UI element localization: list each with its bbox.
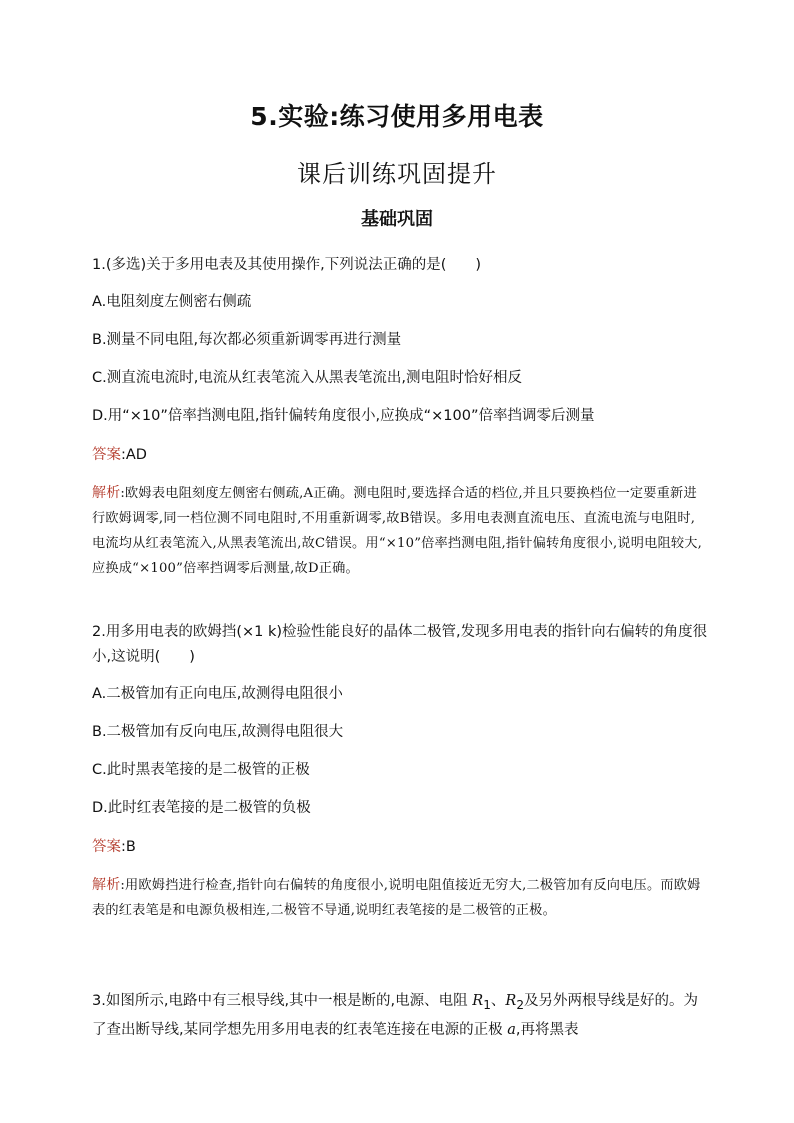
answer-value: :B bbox=[121, 839, 136, 855]
q1-option-a: A.电阻刻度左侧密右侧疏 bbox=[92, 294, 252, 310]
answer-value: :AD bbox=[121, 447, 147, 463]
q2-option-d: D.此时红表笔接的是二极管的负极 bbox=[92, 800, 311, 816]
answer-label: 答案 bbox=[92, 447, 121, 463]
q1-stem: 1.(多选)关于多用电表及其使用操作,下列说法正确的是( ) bbox=[92, 257, 482, 273]
q1-option-d: D.用“×10”倍率挡测电阻,指针偏转角度很小,应换成“×100”倍率挡调零后测量 bbox=[92, 408, 595, 424]
page-title: 5.实验:练习使用多用电表 bbox=[250, 102, 544, 131]
answer-label: 答案 bbox=[92, 839, 121, 855]
q2-stem: 2.用多用电表的欧姆挡(×1 k)检验性能良好的晶体二极管,发现多用电表的指针向右偏转的角度很小,这说明( ) bbox=[92, 624, 708, 665]
analysis-label: 解析 bbox=[92, 485, 121, 501]
q2-option-a: A.二极管加有正向电压,故测得电阻很小 bbox=[92, 686, 343, 702]
q1-option-b: B.测量不同电阻,每次都必须重新调零再进行测量 bbox=[92, 332, 402, 348]
q2-answer bbox=[92, 837, 712, 857]
q3-stem: 3.如图所示,电路中有三根导线,其中一根是断的,电源、电阻 $R_1$、$R_2$及另外两根导线是好的。为了查出断导线,某同学想先用多用电表的红表笔连接在电源的正极 a,再将黑表 bbox=[92, 993, 698, 1038]
section-heading: 基础巩固 bbox=[361, 209, 433, 230]
q1-answer bbox=[92, 445, 712, 465]
analysis-text: :用欧姆挡进行检查,指针向右偏转的角度很小,说明电阻值接近无穷大,二极管加有反向电压。而欧姆表的红表笔是和电源负极相连,二极管不导通,说明红表笔接的是二极管的正极。 bbox=[92, 878, 701, 918]
q1-option-c: C.测直流电流时,电流从红表笔流入从黑表笔流出,测电阻时恰好相反 bbox=[92, 370, 522, 386]
q2-option-b: B.二极管加有反向电压,故测得电阻很大 bbox=[92, 724, 344, 740]
analysis-text: :欧姆表电阻刻度左侧密右侧疏,A正确。测电阻时,要选择合适的档位,并且只要换档位一定要重新进行欧姆调零,同一档位测不同电阻时,不用重新调零,故B错误。多用电表测直流电压、直流电流与电阻时,电流均从红表笔流入,从黑表笔流出,故C错误。用“×10”倍率挡测电阻,指针偏转角度很小,说明电阻较大,应换成“×100”倍率挡调零后测量,故D正确。 bbox=[92, 486, 703, 576]
q1-analysis bbox=[92, 481, 704, 581]
analysis-label: 解析 bbox=[92, 877, 121, 893]
q2-option-c: C.此时黑表笔接的是二极管的正极 bbox=[92, 762, 310, 778]
page-subtitle: 课后训练巩固提升 bbox=[297, 160, 497, 188]
q2-analysis bbox=[92, 873, 704, 923]
